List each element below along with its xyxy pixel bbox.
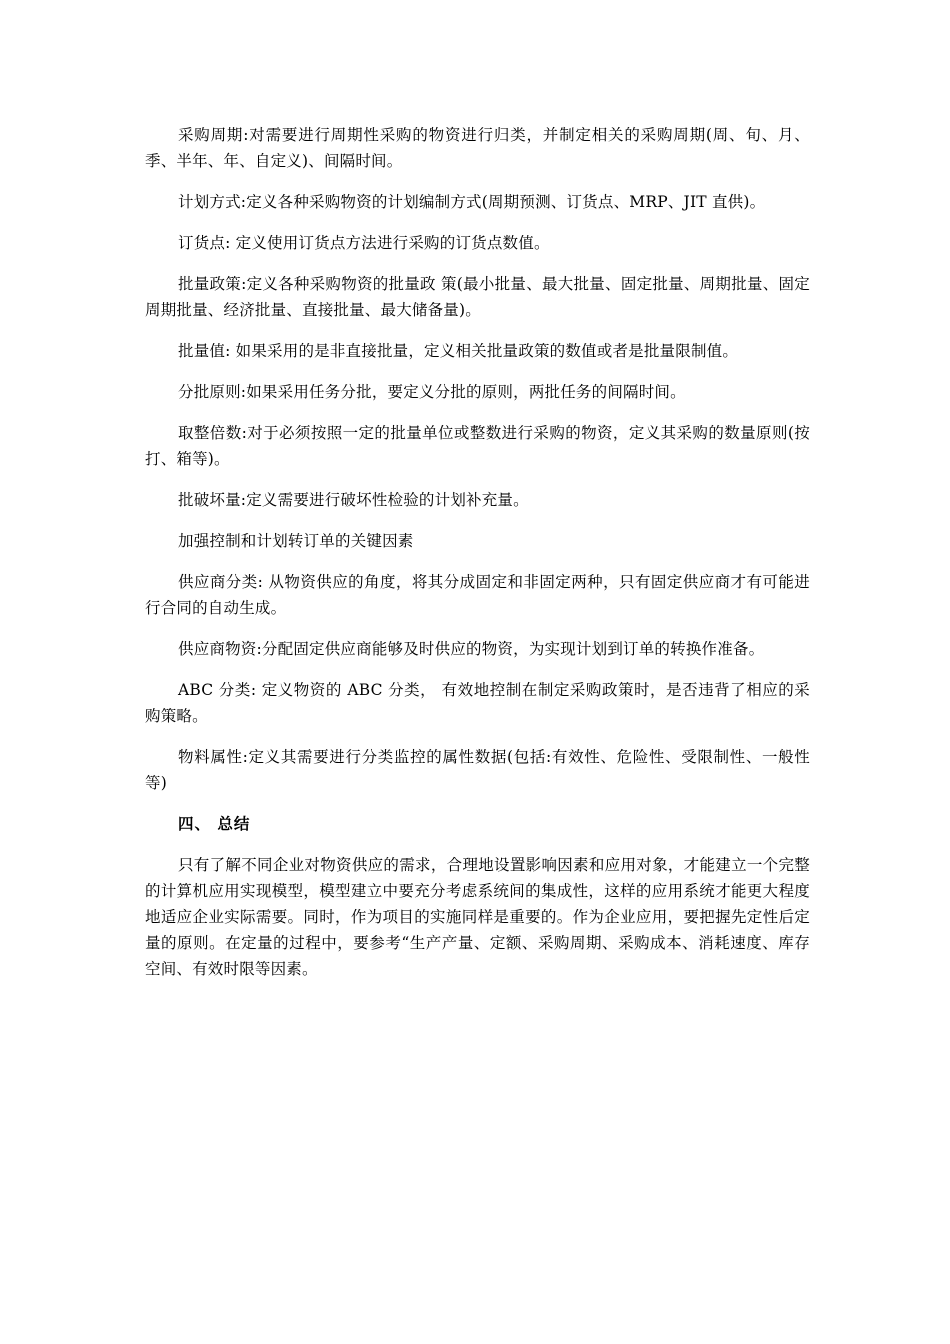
paragraph-plan-method: 计划方式:定义各种采购物资的计划编制方式(周期预测、订货点、MRP、JIT 直供)。 [178, 193, 766, 211]
paragraph-summary: 只有了解不同企业对物资供应的需求，合理地设置影响因素和应用对象，才能建立一个完整的计算机应用实现模型，模型建立中要充分考虑系统间的集成性，这样的应用系统才能更大程度地适应企业实际需要。同时，作为项目的实施同样是重要的。作为企业应用，要把握先定性后定量的原则。在定量的过程中，要参考“生产产量、定额、采购周期、采购成本、消耗速度、库存空间、有效时限等因素。 [145, 856, 810, 978]
paragraph-supplier-classification: 供应商分类: 从物资供应的角度，将其分成固定和非固定两种，只有固定供应商才有可能进行合同的自动生成。 [145, 573, 810, 617]
paragraph-split-principle: 分批原则:如果采用任务分批，要定义分批的原则，两批任务的间隔时间。 [178, 383, 686, 401]
paragraph-purchase-cycle: 采购周期:对需要进行周期性采购的物资进行归类，并制定相关的采购周期(周、旬、月、季、半年、年、自定义)、间隔时间。 [145, 126, 810, 170]
paragraph-supplier-materials: 供应商物资:分配固定供应商能够及时供应的物资，为实现计划到订单的转换作准备。 [178, 640, 765, 658]
paragraph-rounding-multiple: 取整倍数:对于必须按照一定的批量单位或整数进行采购的物资，定义其采购的数量原则(按打、箱等)。 [145, 424, 810, 468]
paragraph-abc-classification: ABC 分类: 定义物资的 ABC 分类， 有效地控制在制定采购政策时，是否违背了相应的采购策略。 [145, 681, 810, 725]
document-body [145, 122, 810, 997]
paragraph-batch-policy: 批量政策:定义各种采购物资的批量政 策(最小批量、最大批量、固定批量、周期批量、固定周期批量、经济批量、直接批量、最大储备量)。 [145, 275, 810, 319]
paragraph-batch-value: 批量值: 如果采用的是非直接批量，定义相关批量政策的数值或者是批量限制值。 [178, 342, 739, 360]
paragraph-key-factors: 加强控制和计划转订单的关键因素 [178, 532, 414, 550]
paragraph-destructive-quantity: 批破坏量:定义需要进行破坏性检验的计划补充量。 [178, 491, 529, 509]
paragraph-order-point: 订货点: 定义使用订货点方法进行采购的订货点数值。 [178, 234, 550, 252]
paragraph-material-attributes: 物料属性:定义其需要进行分类监控的属性数据(包括:有效性、危险性、受限制性、一般性等) [145, 748, 810, 792]
section-heading-summary: 四、 总结 [178, 815, 251, 833]
